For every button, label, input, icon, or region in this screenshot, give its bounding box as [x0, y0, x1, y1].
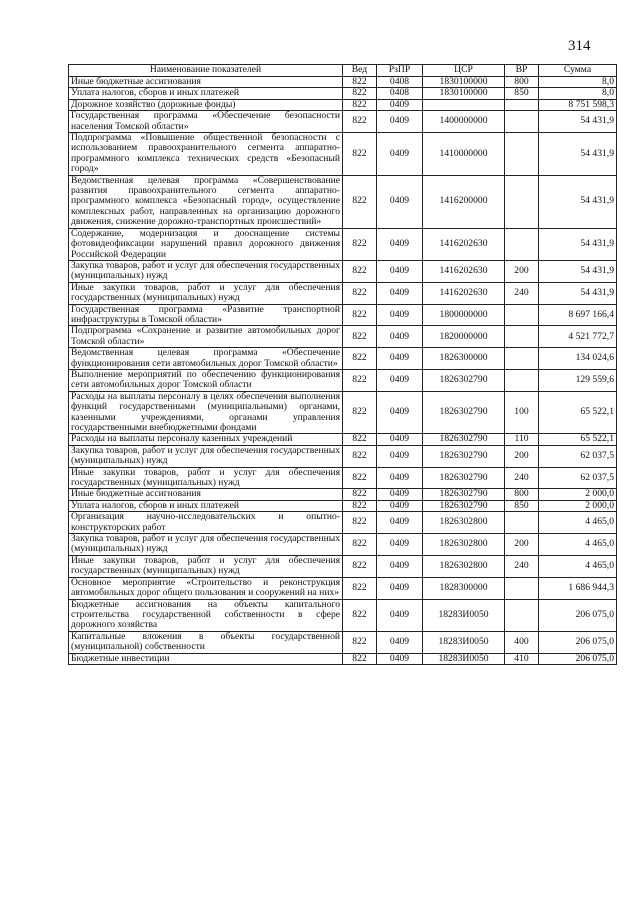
cell-name: Организация научно-исследовательских и опытно-конструкторских работ [69, 512, 343, 534]
cell-vr: 110 [505, 434, 539, 445]
cell-ved: 822 [343, 631, 377, 653]
cell-rzpr: 0409 [377, 512, 423, 534]
header-name: Наименование показателей [69, 65, 343, 77]
cell-rzpr: 0409 [377, 260, 423, 282]
cell-vr: 200 [505, 260, 539, 282]
cell-ved: 822 [343, 445, 377, 467]
cell-ved: 822 [343, 77, 377, 88]
table-row [69, 228, 617, 260]
cell-rzpr: 0409 [377, 489, 423, 500]
cell-vr [505, 512, 539, 534]
cell-sum: 62 037,5 [539, 445, 617, 467]
cell-rzpr: 0409 [377, 326, 423, 348]
cell-ved: 822 [343, 304, 377, 326]
cell-rzpr: 0409 [377, 133, 423, 176]
cell-name: Уплата налогов, сборов и иных платежей [69, 500, 343, 511]
cell-sum: 8,0 [539, 77, 617, 88]
cell-csr: 18283И0050 [423, 599, 505, 631]
cell-sum: 54 431,9 [539, 282, 617, 304]
table-row [69, 391, 617, 434]
cell-ved: 822 [343, 555, 377, 577]
cell-vr: 800 [505, 77, 539, 88]
table-row [69, 489, 617, 500]
cell-csr: 1826302800 [423, 512, 505, 534]
cell-rzpr: 0409 [377, 111, 423, 133]
cell-csr: 1826302790 [423, 445, 505, 467]
cell-csr: 1416202630 [423, 228, 505, 260]
table-row [69, 282, 617, 304]
cell-vr [505, 369, 539, 391]
cell-csr: 1830100000 [423, 88, 505, 99]
cell-sum: 4 465,0 [539, 555, 617, 577]
cell-name: Закупка товаров, работ и услуг для обеспечения государственных (муниципальных) нужд [69, 445, 343, 467]
cell-rzpr: 0409 [377, 99, 423, 110]
cell-sum: 4 521 772,7 [539, 326, 617, 348]
cell-vr: 200 [505, 534, 539, 556]
cell-vr: 850 [505, 88, 539, 99]
cell-vr: 800 [505, 489, 539, 500]
page-number: 314 [568, 38, 591, 54]
cell-rzpr: 0409 [377, 369, 423, 391]
cell-name: Государственная программа «Обеспечение безопасности населения Томской области» [69, 111, 343, 133]
table-row [69, 577, 617, 599]
cell-ved: 822 [343, 133, 377, 176]
cell-csr: 1826300000 [423, 348, 505, 370]
cell-rzpr: 0409 [377, 467, 423, 489]
cell-name: Закупка товаров, работ и услуг для обеспечения государственных (муниципальных) нужд [69, 260, 343, 282]
cell-name: Капитальные вложения в объекты государственной (муниципальной) собственности [69, 631, 343, 653]
cell-vr: 400 [505, 631, 539, 653]
table-row [69, 304, 617, 326]
cell-csr: 18283И0050 [423, 631, 505, 653]
cell-ved: 822 [343, 512, 377, 534]
cell-vr [505, 577, 539, 599]
cell-vr [505, 175, 539, 228]
cell-rzpr: 0409 [377, 445, 423, 467]
cell-vr [505, 133, 539, 176]
table-row [69, 445, 617, 467]
table-row [69, 348, 617, 370]
cell-vr [505, 348, 539, 370]
cell-ved: 822 [343, 111, 377, 133]
cell-name: Иные закупки товаров, работ и услуг для обеспечения государственных (муниципальных) нужд [69, 282, 343, 304]
cell-csr: 1828300000 [423, 577, 505, 599]
table-row [69, 512, 617, 534]
cell-csr: 1826302790 [423, 467, 505, 489]
cell-ved: 822 [343, 228, 377, 260]
cell-csr: 1800000000 [423, 304, 505, 326]
cell-name: Бюджетные ассигнования на объекты капитального строительства государственной собственности в сфере дорожного хозяйства [69, 599, 343, 631]
cell-rzpr: 0409 [377, 304, 423, 326]
table-row [69, 369, 617, 391]
cell-name: Ведомственная целевая программа «Совершенствование развития правоохранительного сегмента аппаратно-программного комплекса «Безопасный город», осуществление комплексных работ, направленных на организацию дорожного движения, снижение дорожно-транспортных происшествий» [69, 175, 343, 228]
cell-vr [505, 228, 539, 260]
header-rzpr: РзПР [377, 65, 423, 77]
cell-csr: 1826302800 [423, 555, 505, 577]
cell-vr [505, 599, 539, 631]
cell-sum: 54 431,9 [539, 111, 617, 133]
cell-sum: 65 522,1 [539, 391, 617, 434]
cell-csr: 1820000000 [423, 326, 505, 348]
cell-rzpr: 0409 [377, 282, 423, 304]
table-row [69, 653, 617, 664]
table-header-row [69, 65, 617, 77]
table-row [69, 631, 617, 653]
cell-ved: 822 [343, 326, 377, 348]
cell-name: Уплата налогов, сборов и иных платежей [69, 88, 343, 99]
cell-ved: 822 [343, 88, 377, 99]
cell-rzpr: 0409 [377, 434, 423, 445]
cell-rzpr: 0409 [377, 534, 423, 556]
cell-name: Государственная программа «Развитие транспортной инфраструктуры в Томской области» [69, 304, 343, 326]
table-row [69, 500, 617, 511]
cell-csr: 1416202630 [423, 282, 505, 304]
header-sum: Сумма [539, 65, 617, 77]
cell-sum: 62 037,5 [539, 467, 617, 489]
cell-rzpr: 0409 [377, 653, 423, 664]
cell-csr: 1826302790 [423, 391, 505, 434]
cell-ved: 822 [343, 467, 377, 489]
cell-sum: 54 431,9 [539, 133, 617, 176]
header-csr: ЦСР [423, 65, 505, 77]
table-row [69, 555, 617, 577]
cell-ved: 822 [343, 434, 377, 445]
cell-rzpr: 0409 [377, 631, 423, 653]
cell-csr: 18283И0050 [423, 653, 505, 664]
cell-vr [505, 304, 539, 326]
cell-rzpr: 0408 [377, 77, 423, 88]
cell-sum: 54 431,9 [539, 260, 617, 282]
cell-ved: 822 [343, 99, 377, 110]
cell-rzpr: 0409 [377, 348, 423, 370]
cell-ved: 822 [343, 260, 377, 282]
table-row [69, 133, 617, 176]
cell-name: Дорожное хозяйство (дорожные фонды) [69, 99, 343, 110]
cell-vr [505, 99, 539, 110]
table-row [69, 175, 617, 228]
cell-sum: 206 075,0 [539, 653, 617, 664]
cell-sum: 206 075,0 [539, 599, 617, 631]
cell-vr: 850 [505, 500, 539, 511]
cell-csr: 1826302790 [423, 369, 505, 391]
cell-csr: 1826302800 [423, 534, 505, 556]
cell-ved: 822 [343, 391, 377, 434]
header-vr: ВР [505, 65, 539, 77]
cell-rzpr: 0409 [377, 391, 423, 434]
cell-name: Иные закупки товаров, работ и услуг для обеспечения государственных (муниципальных) нужд [69, 467, 343, 489]
table-row [69, 99, 617, 110]
cell-vr [505, 111, 539, 133]
cell-name: Закупка товаров, работ и услуг для обеспечения государственных (муниципальных) нужд [69, 534, 343, 556]
table-row [69, 467, 617, 489]
cell-csr: 1416202630 [423, 260, 505, 282]
cell-vr [505, 326, 539, 348]
cell-ved: 822 [343, 369, 377, 391]
cell-rzpr: 0409 [377, 228, 423, 260]
cell-name: Выполнение мероприятий по обеспечению функционирования сети автомобильных дорог Томской области [69, 369, 343, 391]
cell-sum: 8 751 598,3 [539, 99, 617, 110]
cell-sum: 65 522,1 [539, 434, 617, 445]
cell-name: Расходы на выплаты персоналу в целях обеспечения выполнения функций государственными (муниципальными) органами, казенными учреждениями, органами управления государственными внебюджетными фондами [69, 391, 343, 434]
cell-vr: 100 [505, 391, 539, 434]
cell-csr: 1826302790 [423, 434, 505, 445]
cell-ved: 822 [343, 348, 377, 370]
cell-rzpr: 0409 [377, 555, 423, 577]
table-row [69, 77, 617, 88]
cell-ved: 822 [343, 599, 377, 631]
table-row [69, 326, 617, 348]
cell-name: Подпрограмма «Повышение общественной безопасности с использованием правоохранительного сегмента аппаратно-программного комплекса технических средств «Безопасный город» [69, 133, 343, 176]
cell-name: Подпрограмма «Сохранение и развитие автомобильных дорог Томской области» [69, 326, 343, 348]
cell-vr: 240 [505, 467, 539, 489]
cell-rzpr: 0409 [377, 175, 423, 228]
cell-ved: 822 [343, 489, 377, 500]
cell-vr: 200 [505, 445, 539, 467]
cell-name: Ведомственная целевая программа «Обеспечение функционирования сети автомобильных дорог Томской области» [69, 348, 343, 370]
table-row [69, 534, 617, 556]
cell-rzpr: 0408 [377, 88, 423, 99]
cell-csr [423, 99, 505, 110]
cell-csr: 1830100000 [423, 77, 505, 88]
cell-sum: 2 000,0 [539, 500, 617, 511]
cell-name: Бюджетные инвестиции [69, 653, 343, 664]
cell-sum: 4 465,0 [539, 534, 617, 556]
cell-name: Основное мероприятие «Строительство и реконструкция автомобильных дорог общего пользования и сооружений на них» [69, 577, 343, 599]
cell-sum: 134 024,6 [539, 348, 617, 370]
header-ved: Вед [343, 65, 377, 77]
cell-ved: 822 [343, 282, 377, 304]
cell-ved: 822 [343, 534, 377, 556]
cell-sum: 4 465,0 [539, 512, 617, 534]
table-row [69, 599, 617, 631]
cell-vr: 410 [505, 653, 539, 664]
cell-vr: 240 [505, 555, 539, 577]
cell-sum: 206 075,0 [539, 631, 617, 653]
cell-name: Содержание, модернизация и дооснащение системы фотовидеофиксации нарушений правил дорожного движения Российской Федерации [69, 228, 343, 260]
table-row [69, 434, 617, 445]
cell-vr: 240 [505, 282, 539, 304]
cell-name: Расходы на выплаты персоналу казенных учреждений [69, 434, 343, 445]
cell-name: Иные бюджетные ассигнования [69, 77, 343, 88]
cell-sum: 2 000,0 [539, 489, 617, 500]
table-row [69, 260, 617, 282]
cell-rzpr: 0409 [377, 577, 423, 599]
table-row [69, 111, 617, 133]
cell-sum: 1 686 944,3 [539, 577, 617, 599]
cell-csr: 1826302790 [423, 500, 505, 511]
cell-csr: 1826302790 [423, 489, 505, 500]
cell-sum: 54 431,9 [539, 175, 617, 228]
cell-csr: 1400000000 [423, 111, 505, 133]
cell-name: Иные бюджетные ассигнования [69, 489, 343, 500]
budget-table [68, 64, 617, 665]
cell-sum: 8 697 166,4 [539, 304, 617, 326]
cell-ved: 822 [343, 653, 377, 664]
cell-sum: 54 431,9 [539, 228, 617, 260]
cell-csr: 1416200000 [423, 175, 505, 228]
cell-ved: 822 [343, 577, 377, 599]
cell-ved: 822 [343, 500, 377, 511]
cell-sum: 8,0 [539, 88, 617, 99]
cell-ved: 822 [343, 175, 377, 228]
cell-csr: 1410000000 [423, 133, 505, 176]
cell-rzpr: 0409 [377, 599, 423, 631]
cell-name: Иные закупки товаров, работ и услуг для обеспечения государственных (муниципальных) нужд [69, 555, 343, 577]
table-row [69, 88, 617, 99]
cell-rzpr: 0409 [377, 500, 423, 511]
cell-sum: 129 559,6 [539, 369, 617, 391]
